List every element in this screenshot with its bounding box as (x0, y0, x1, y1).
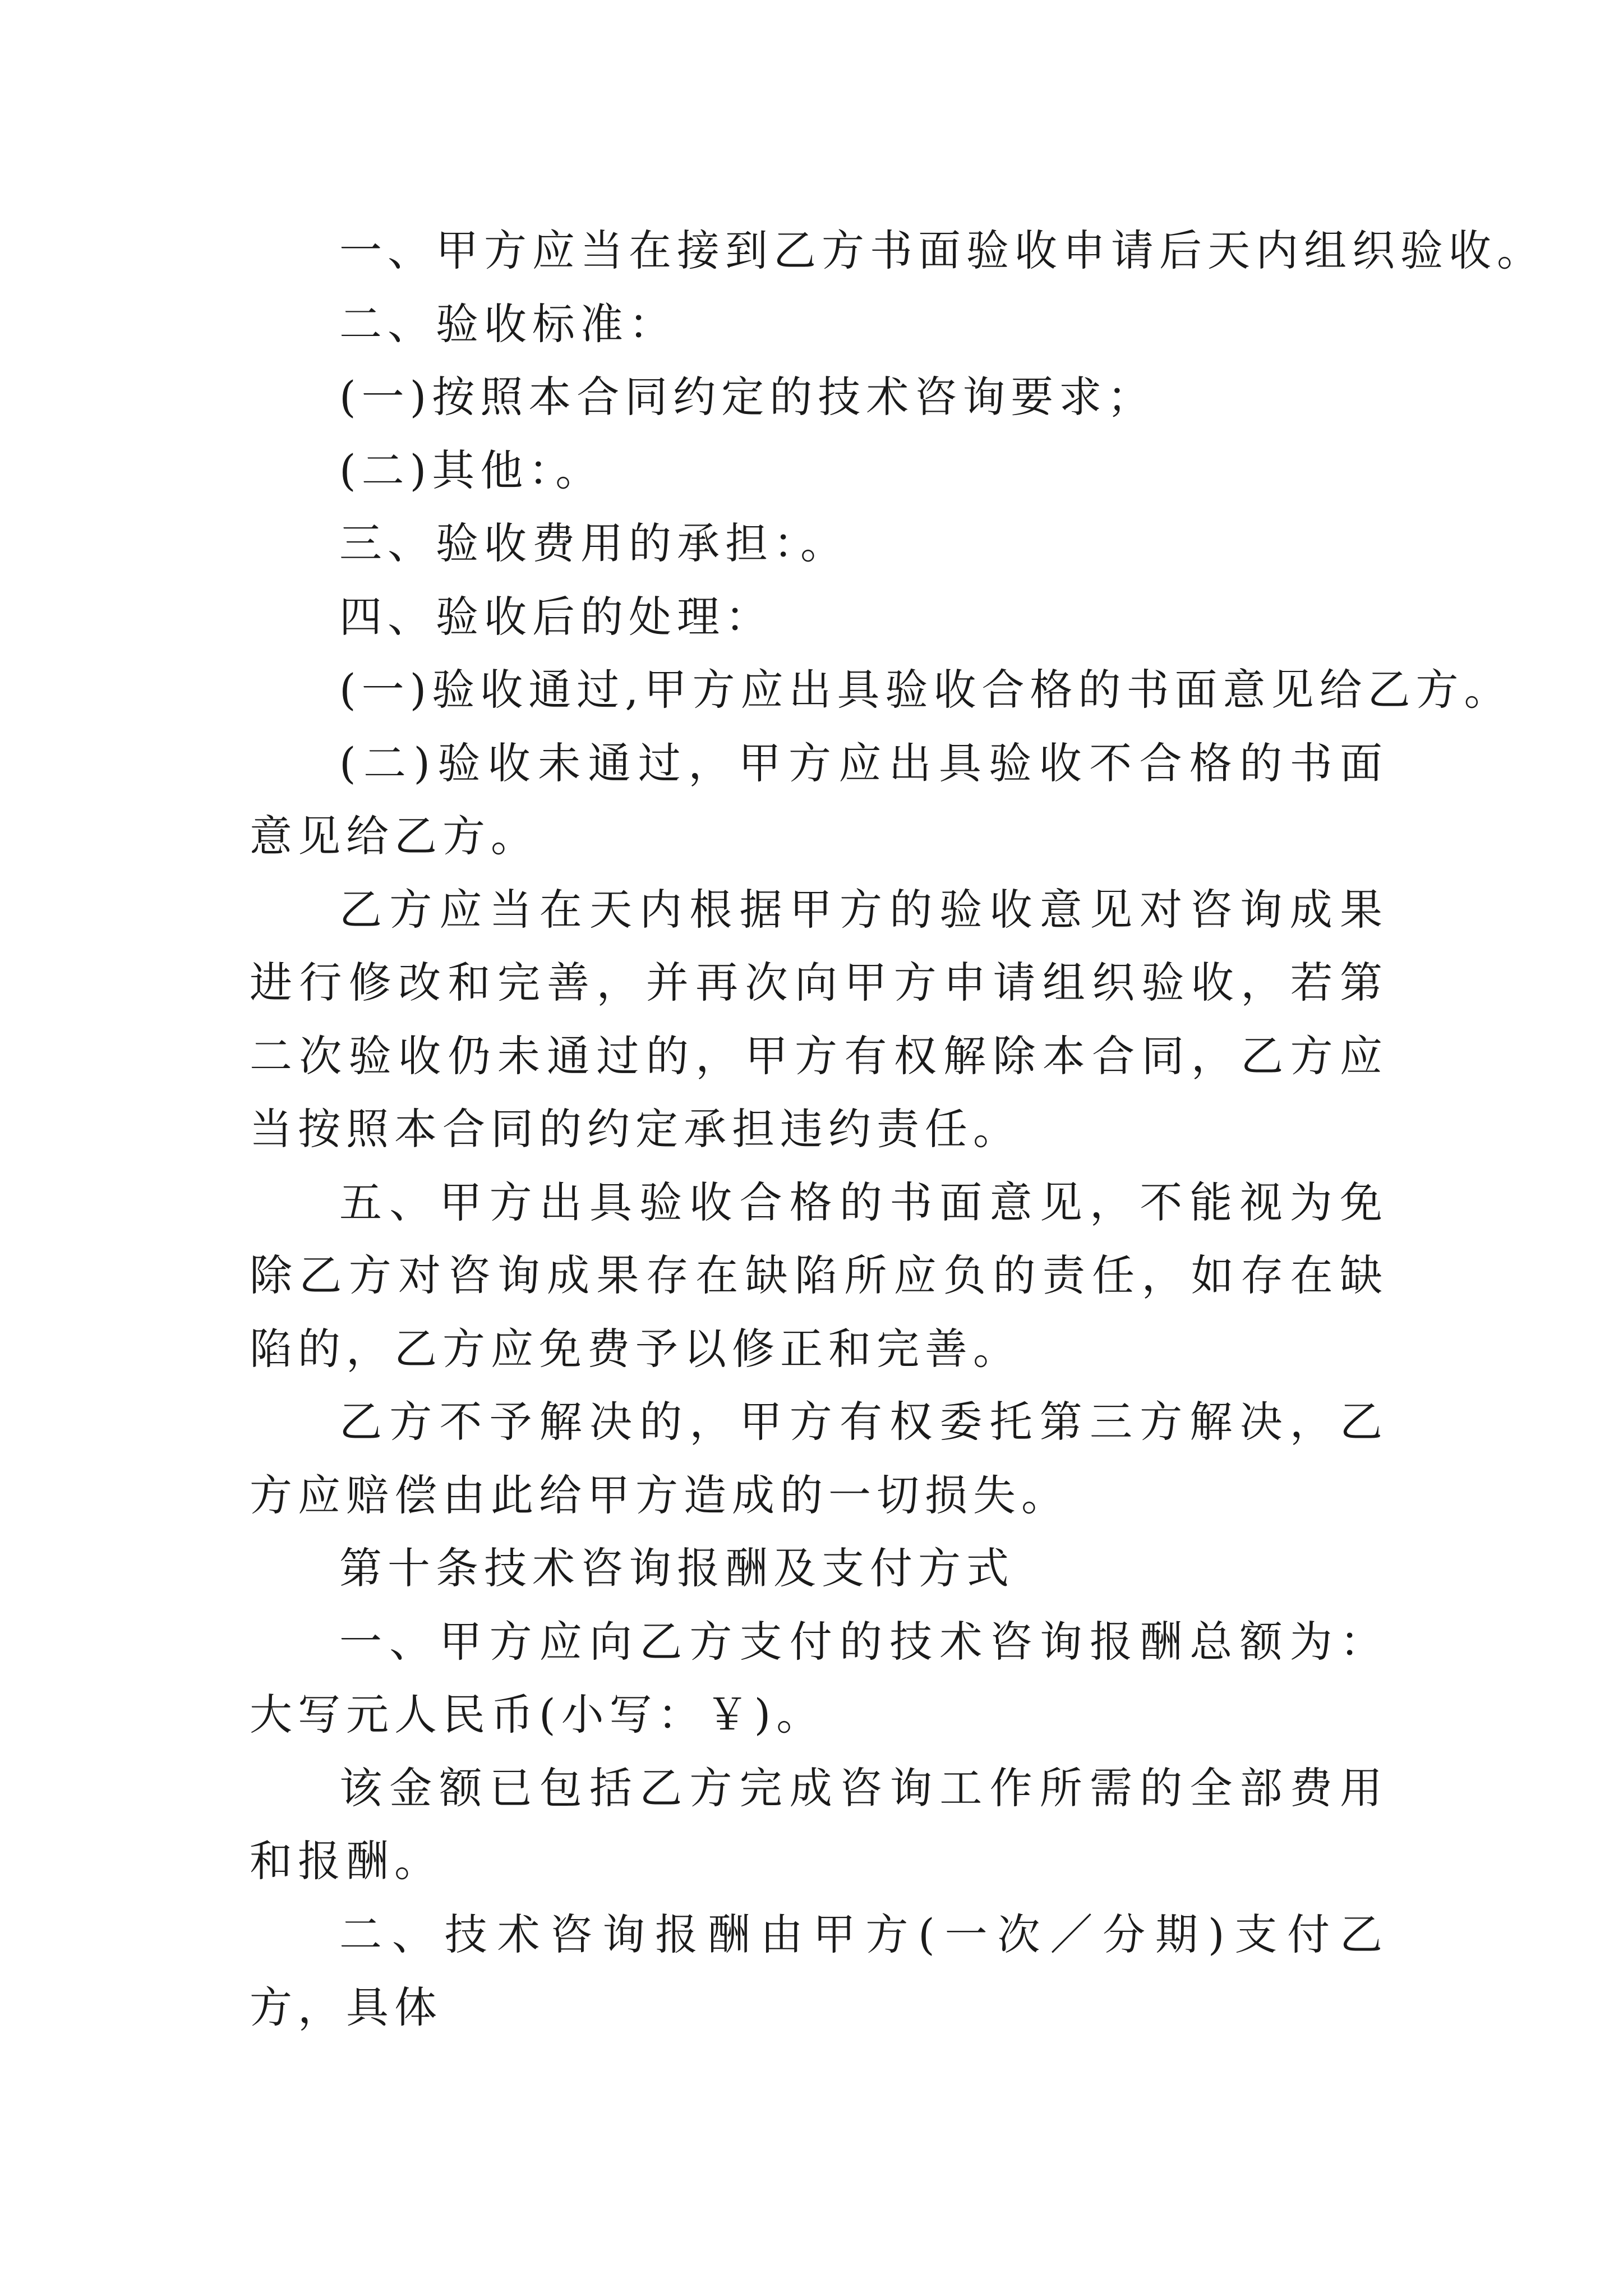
paragraph-post-acceptance-heading: 四、验收后的处理： (339, 591, 773, 642)
paragraph-payment-method: 二、技术咨询报酬由甲方(一次／分期)支付乙方，具体 (250, 1909, 1388, 2032)
paragraph-acceptance-failed: (二)验收未通过，甲方应出具验收不合格的书面意见给乙方。 (250, 738, 1388, 861)
paragraph-standard-item-1: (一)按照本合同约定的技术咨询要求； (339, 372, 1156, 422)
paragraph-acceptance-standard-heading: 二、验收标准： (339, 298, 677, 349)
paragraph-acceptance-passed: (一)验收通过,甲方应出具验收合格的书面意见给乙方。 (339, 665, 1513, 715)
paragraph-fee-inclusive: 该金额已包括乙方完成咨询工作所需的全部费用和报酬。 (250, 1763, 1388, 1886)
document-page (250, 214, 1545, 2045)
paragraph-standard-item-2: (二)其他：。 (339, 445, 604, 495)
article-ten-heading: 第十条技术咨询报酬及支付方式 (339, 1543, 1015, 1593)
paragraph-revision-clause: 乙方应当在天内根据甲方的验收意见对咨询成果进行修改和完善，并再次向甲方申请组织验收，若第二次验收仍未通过的，甲方有权解除本合同，乙方应当按照本合同的约定承担违约责任。 (250, 884, 1388, 1154)
paragraph-third-party-resolution: 乙方不予解决的，甲方有权委托第三方解决，乙方应赔偿由此给甲方造成的一切损失。 (250, 1397, 1388, 1520)
paragraph-defect-liability: 五、甲方出具验收合格的书面意见，不能视为免除乙方对咨询成果存在缺陷所应负的责任，如存在缺陷的，乙方应免费予以修正和完善。 (250, 1177, 1388, 1374)
paragraph-acceptance-deadline: 一、甲方应当在接到乙方书面验收申请后天内组织验收。 (339, 226, 1545, 275)
paragraph-acceptance-cost: 三、验收费用的承担：。 (339, 518, 849, 568)
paragraph-fee-total: 一、甲方应向乙方支付的技术咨询报酬总额为：大写元人民币(小写：￥)。 (250, 1616, 1388, 1740)
